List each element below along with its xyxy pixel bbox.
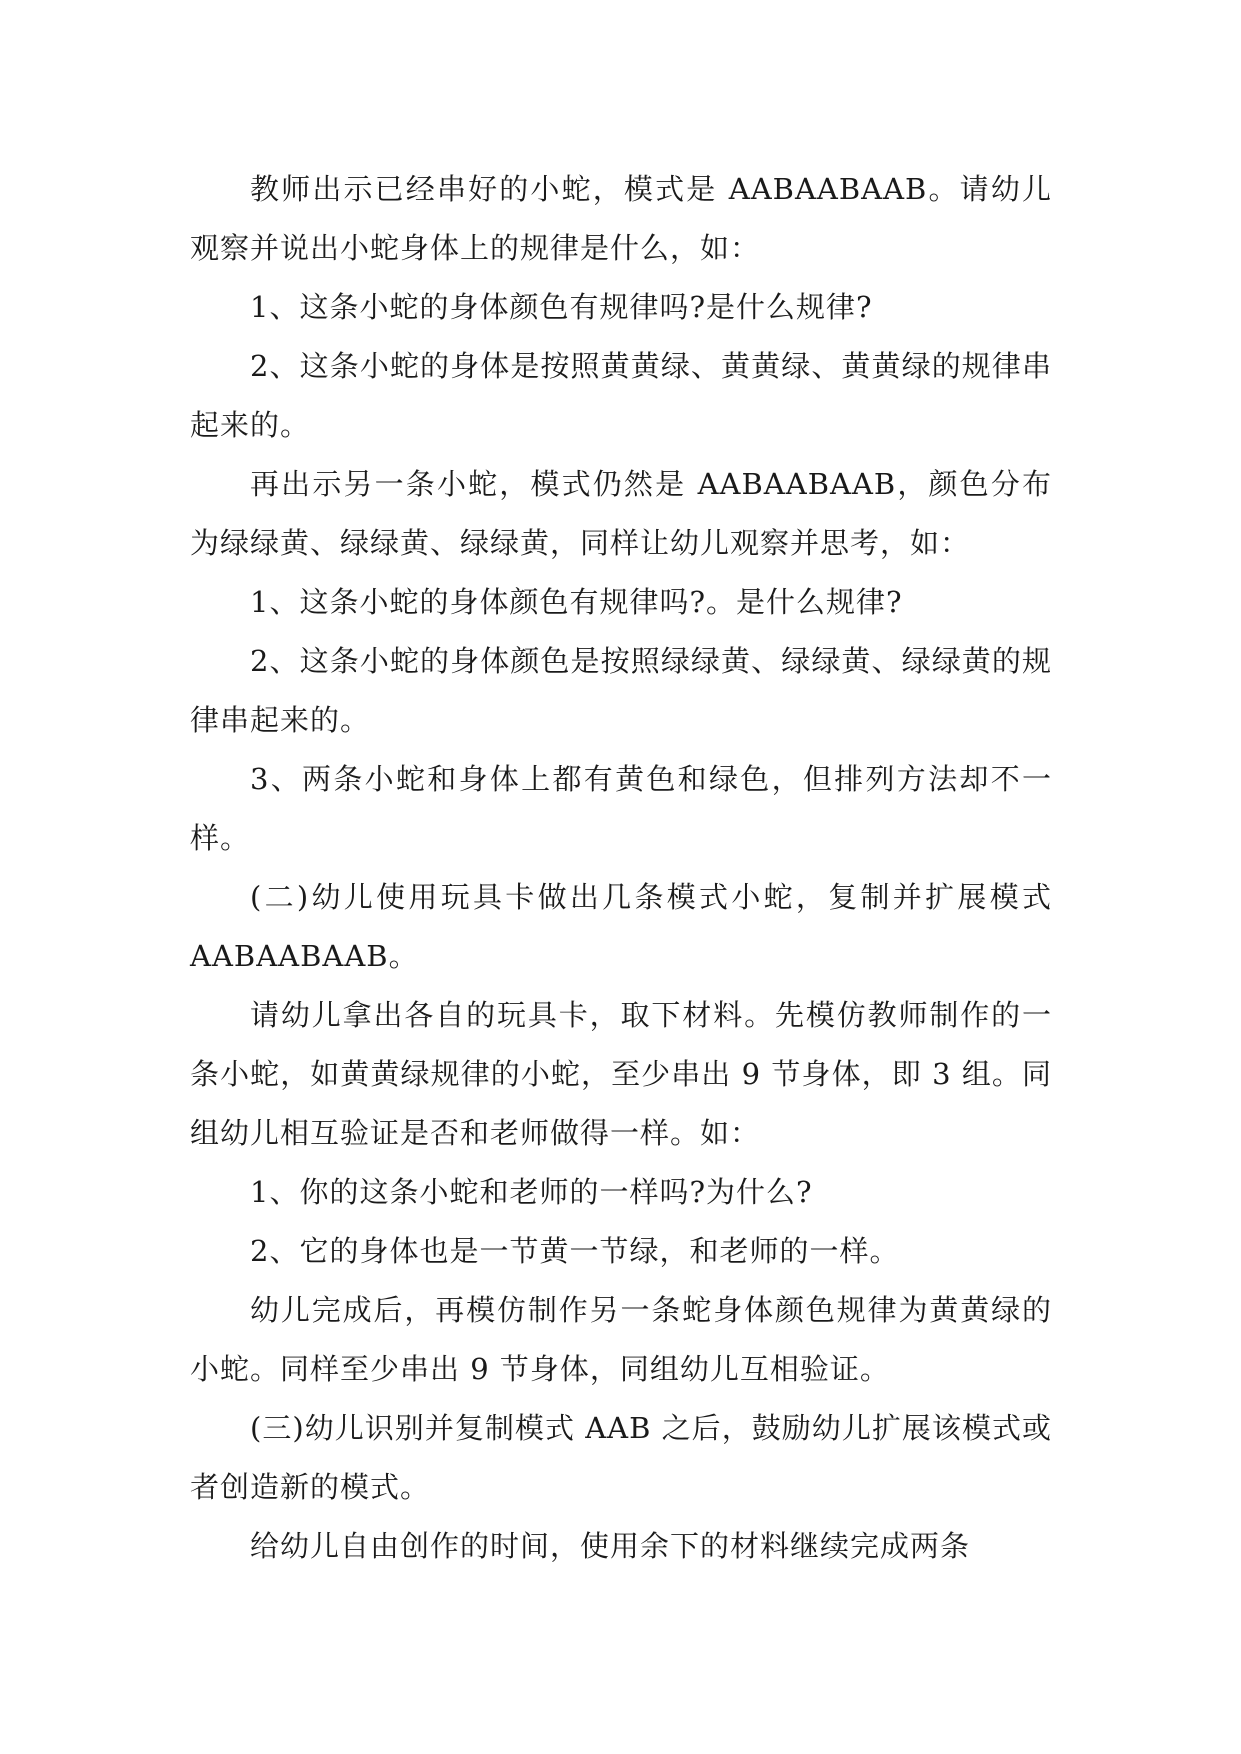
- paragraph: (三)幼儿识别并复制模式 AAB 之后，鼓励幼儿扩展该模式或者创造新的模式。: [190, 1411, 1052, 1504]
- paragraph: 1、这条小蛇的身体颜色有规律吗?。是什么规律?: [250, 585, 903, 619]
- paragraph: 1、这条小蛇的身体颜色有规律吗?是什么规律?: [250, 290, 873, 324]
- paragraph: 幼儿完成后，再模仿制作另一条蛇身体颜色规律为黄黄绿的小蛇。同样至少串出 9 节身体，同组幼儿互相验证。: [190, 1293, 1052, 1386]
- paragraph: 给幼儿自由创作的时间，使用余下的材料继续完成两条: [250, 1529, 971, 1563]
- document-body: [190, 160, 1052, 1576]
- paragraph: (二)幼儿使用玩具卡做出几条模式小蛇，复制并扩展模式 AABAABAAB。: [190, 880, 1052, 973]
- paragraph: 请幼儿拿出各自的玩具卡，取下材料。先模仿教师制作的一条小蛇，如黄黄绿规律的小蛇，至少串出 9 节身体，即 3 组。同组幼儿相互验证是否和老师做得一样。如：: [190, 998, 1052, 1150]
- paragraph: 3、两条小蛇和身体上都有黄色和绿色，但排列方法却不一样。: [190, 762, 1052, 855]
- paragraph: 2、它的身体也是一节黄一节绿，和老师的一样。: [250, 1234, 900, 1268]
- paragraph: 再出示另一条小蛇，模式仍然是 AABAABAAB，颜色分布为绿绿黄、绿绿黄、绿绿黄，同样让幼儿观察并思考，如：: [190, 467, 1052, 560]
- paragraph: 教师出示已经串好的小蛇，模式是 AABAABAAB。请幼儿观察并说出小蛇身体上的规律是什么，如：: [190, 172, 1052, 265]
- paragraph: 2、这条小蛇的身体颜色是按照绿绿黄、绿绿黄、绿绿黄的规律串起来的。: [190, 644, 1052, 737]
- paragraph: 1、你的这条小蛇和老师的一样吗?为什么?: [250, 1175, 813, 1209]
- paragraph: 2、这条小蛇的身体是按照黄黄绿、黄黄绿、黄黄绿的规律串起来的。: [190, 349, 1052, 442]
